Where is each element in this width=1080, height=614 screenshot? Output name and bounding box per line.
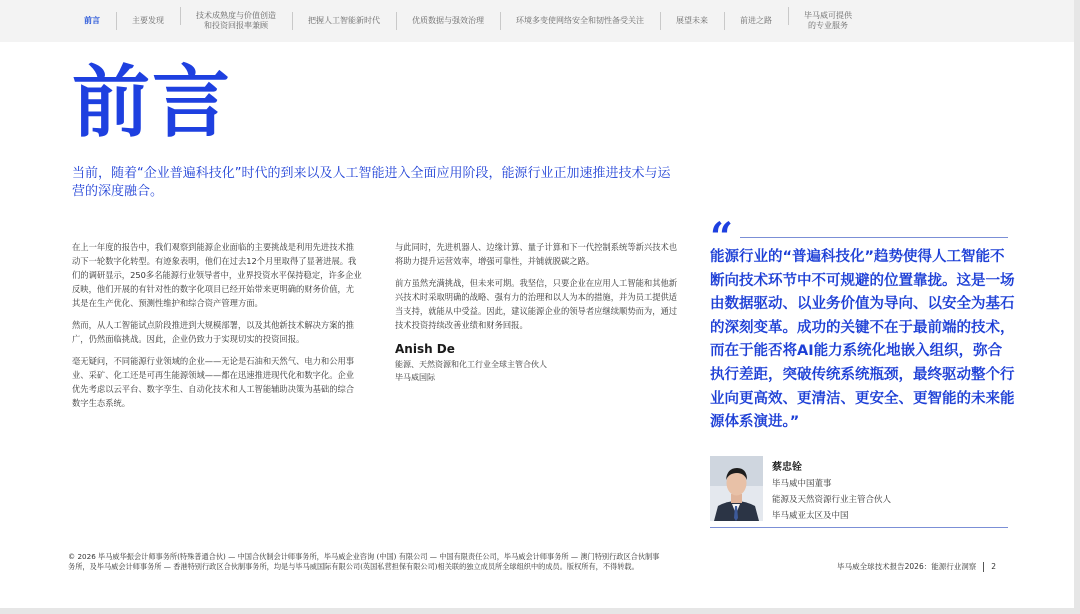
nav-item-key-findings[interactable]: 主要发现: [116, 16, 180, 26]
body-paragraph: 在上一年度的报告中，我们观察到能源企业面临的主要挑战是利用先进技术推动下一轮数字化转型。有迹象表明，他们在过去12个月里取得了显著进展。我们的调研显示，250多名能源行业领导者中，业界投资水平保持稳定，许多企业反映，他们开展的有针对性的数字化项目已经开始带来更明确的财务价值，尤其是在生产优化、预测性维护和综合资产管理方面。: [72, 242, 362, 308]
body-paragraph: 前方虽然充满挑战，但未来可期。我坚信，只要企业在应用人工智能和其他新兴技术时采取明确的战略、强有力的治理和以人为本的措施，并为员工提供适当支持，就能从中受益。因此，建议能源企业的领导者应继续顺势而为，通过技术投资持续改善业绩和财务回报。: [395, 278, 678, 330]
author-org: 毕马威国际: [395, 373, 435, 382]
nav-item-foreword[interactable]: 前言: [84, 16, 100, 25]
nav-item-data-governance[interactable]: 优质数据与强效治理: [396, 16, 500, 26]
body-column-right: [395, 240, 685, 384]
nav-item-tech-maturity[interactable]: [180, 11, 292, 31]
footer-separator: [983, 562, 984, 572]
lead-paragraph: 当前，随着“企业普遍科技化”时代的到来以及人工智能进入全面应用阶段，能源行业正加速推进技术与运营的深度融合。: [72, 166, 671, 199]
nav-item-services[interactable]: [788, 11, 868, 31]
portrait-photo: [710, 456, 763, 521]
page-number: 2: [991, 562, 996, 571]
body-column-left: [72, 240, 362, 418]
attribution-divider: [710, 527, 1008, 528]
nav-item-services-label: 毕马威可提供 的专业服务: [804, 11, 852, 30]
author-name: Anish De: [395, 342, 455, 356]
quote-divider: [740, 237, 1008, 238]
nav-item-way-forward[interactable]: 前进之路: [724, 16, 788, 26]
body-paragraph: 然而，从人工智能试点阶段推进到大规模部署，以及其他新技术解决方案的推广，仍然面临挑战。因此，企业仍致力于实现切实的投资回报。: [72, 320, 355, 344]
top-navigation: [0, 0, 1074, 42]
nav-item-outlook[interactable]: 展望未来: [660, 16, 724, 26]
person-title: 毕马威中国董事: [772, 479, 832, 489]
person-role: 能源及天然资源行业主管合伙人: [772, 495, 892, 505]
portrait-image: [710, 456, 763, 521]
report-title: 毕马威全球技术报告2026：能源行业洞察: [837, 562, 977, 571]
quote-attribution: [772, 460, 891, 524]
nav-item-ai-era[interactable]: 把握人工智能新时代: [292, 16, 396, 26]
pull-quote: 能源行业的“普遍科技化”趋势使得人工智能不断向技术环节中不可规避的位置靠拢。这是一场由数据驱动、以业务价值为导向、以安全为基石的深刻变革。成功的关键不在于最前端的技术，而在于能否将AI能力系统化地嵌入组织，弥合执行差距，突破传统系统瓶颈，最终驱动整个行业向更高效、更清洁、更安全、更智能的未来能源体系演进。”: [710, 249, 1015, 431]
nav-item-tech-maturity-label: 技术成熟度与价值创造 和投资回报率兼顾: [196, 11, 276, 30]
person-name: 蔡忠铨: [772, 462, 802, 473]
footer-report-info: [837, 562, 996, 572]
legal-notice: © 2026 毕马威华振会计师事务所(特殊普通合伙) — 中国合伙制会计师事务所，毕马威企业咨询 (中国) 有限公司 — 中国有限责任公司，毕马威会计师事务所 — 澳门特别行政区合伙制事务所，及毕马威会计师事务所 — 香港特别行政区合伙制事务所，均是与毕马威国际有限公司(英国私营担保有限公司)相关联的独立成员所全球组织中的成员。版权所有，不得转载。: [68, 552, 660, 571]
person-region: 毕马威亚太区及中国: [772, 511, 849, 521]
author-role: 能源、天然资源和化工行业全球主管合伙人: [395, 360, 547, 369]
page-title: 前言: [72, 58, 233, 148]
quote-mark-icon: “: [710, 214, 734, 261]
body-paragraph: 毫无疑问，不同能源行业领域的企业——无论是石油和天然气、电力和公用事业、采矿、化工还是可再生能源领域——都在迅速推进现代化和数字化。企业优先考虑以云平台、数字孪生、自动化技术和人工智能辅助决策为基础的综合数字生态系统。: [72, 356, 355, 408]
body-paragraph: 与此同时，先进机器人、边缘计算、量子计算和下一代控制系统等新兴技术也将助力提升运营效率，增强可靠性，并铺就脱碳之路。: [395, 242, 678, 266]
nav-item-cybersecurity[interactable]: 环境多变使网络安全和韧性备受关注: [500, 16, 660, 26]
